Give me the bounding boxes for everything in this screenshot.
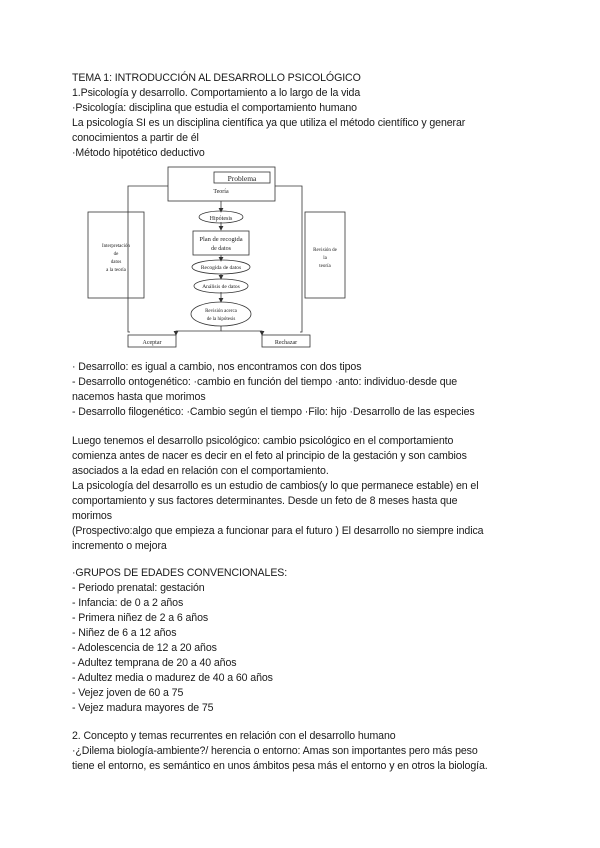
text-line: · Desarrollo: es igual a cambio, nos encontramos con dos tipos — [72, 361, 362, 373]
text-line: ·Método hipotético deductivo — [72, 147, 205, 159]
text-line: Luego tenemos el desarrollo psicológico: cambio psicológico en el comportamiento — [72, 435, 454, 447]
revision-teoria-label-3: teoría — [319, 264, 331, 269]
revision-label-2: de la hipótesis — [206, 317, 236, 322]
group-item: - Periodo prenatal: gestación — [72, 582, 205, 594]
text-line: ·Psicología: disciplina que estudia el comportamiento humano — [72, 102, 357, 114]
section-2-heading: 2. Concepto y temas recurrentes en relación con el desarrollo humano — [72, 730, 396, 742]
group-item: - Vejez madura mayores de 75 — [72, 702, 214, 714]
group-item: - Infancia: de 0 a 2 años — [72, 597, 184, 609]
text-line: morimos — [72, 510, 112, 522]
plan-label-2: de datos — [211, 246, 231, 252]
text-line: conocimientos a partir de él — [72, 132, 199, 144]
text-line: - Desarrollo ontogenético: ·cambio en función del tiempo ·anto: individuo·desde que — [72, 376, 458, 388]
revision-teoria-box — [305, 212, 345, 298]
group-item: - Adolescencia de 12 a 20 años — [72, 642, 217, 654]
text-line: (Prospectivo:algo que empieza a funcionar para el futuro ) El desarrollo no siempre indica — [72, 525, 484, 537]
recogida-label: Recogida de datos — [200, 265, 242, 271]
text-line: incremento o mejora — [72, 540, 167, 552]
group-item: - Adultez media o madurez de 40 a 60 años — [72, 672, 273, 684]
revision-label-1: Revisión acerca — [205, 309, 237, 314]
problema-label: Problema — [227, 174, 257, 183]
text-line: La psicología del desarrollo es un estudio de cambios(y lo que permanece estable) en el — [72, 480, 479, 492]
plan-label-1: Plan de recogida — [199, 236, 243, 243]
revision-teoria-label-1: Revisión de — [313, 248, 337, 253]
text-line: nacemos hasta que morimos — [72, 391, 206, 403]
group-item: - Vejez joven de 60 a 75 — [72, 687, 184, 699]
hipotesis-label: Hipótesis — [209, 216, 233, 222]
text-line: comienza antes de nacer es decir en el feto al principio de la gestación y son cambios — [72, 450, 467, 462]
revision-node — [191, 302, 251, 326]
revision-teoria-label-2: la — [323, 256, 327, 261]
interpretacion-label-4: a la teoría — [106, 268, 126, 273]
analisis-label: Análisis de datos — [202, 284, 240, 290]
text-line: ·¿Dilema biología-ambiente?/ herencia o entorno: Amas son importantes pero más peso — [72, 745, 478, 757]
interpretacion-label-3: datos — [110, 260, 122, 265]
hypothetico-deductive-diagram — [0, 0, 600, 348]
interpretacion-label-1: Interpretación — [101, 244, 131, 249]
rechazar-label: Rechazar — [274, 340, 298, 346]
text-line: comportamiento y sus factores determinantes. Desde un feto de 8 meses hasta que — [72, 495, 458, 507]
text-line: La psicología SI es un disciplina científica ya que utiliza el método científico y generar — [72, 117, 466, 129]
section-1-heading: 1.Psicología y desarrollo. Comportamiento a lo largo de la vida — [72, 87, 361, 99]
aceptar-label: Aceptar — [142, 340, 162, 346]
interpretacion-label-2: de — [113, 252, 119, 257]
text-line: - Desarrollo filogenético: ·Cambio según el tiempo ·Filo: hijo ·Desarrollo de las especies — [72, 406, 475, 418]
teoria-label: Teoría — [213, 189, 229, 195]
group-item: - Adultez temprana de 20 a 40 años — [72, 657, 237, 669]
text-line: asociados a la edad en relación con el comportamiento. — [72, 465, 329, 477]
groups-title: ·GRUPOS DE EDADES CONVENCIONALES: — [72, 567, 288, 579]
group-item: - Primera niñez de 2 a 6 años — [72, 612, 209, 624]
text-line: tiene el entorno, es semántico en unos ámbitos pesa más el entorno y en otros la biología. — [72, 760, 488, 772]
group-item: - Niñez de 6 a 12 años — [72, 627, 177, 639]
document-title: TEMA 1: INTRODUCCIÓN AL DESARROLLO PSICOLÓGICO — [72, 72, 361, 84]
